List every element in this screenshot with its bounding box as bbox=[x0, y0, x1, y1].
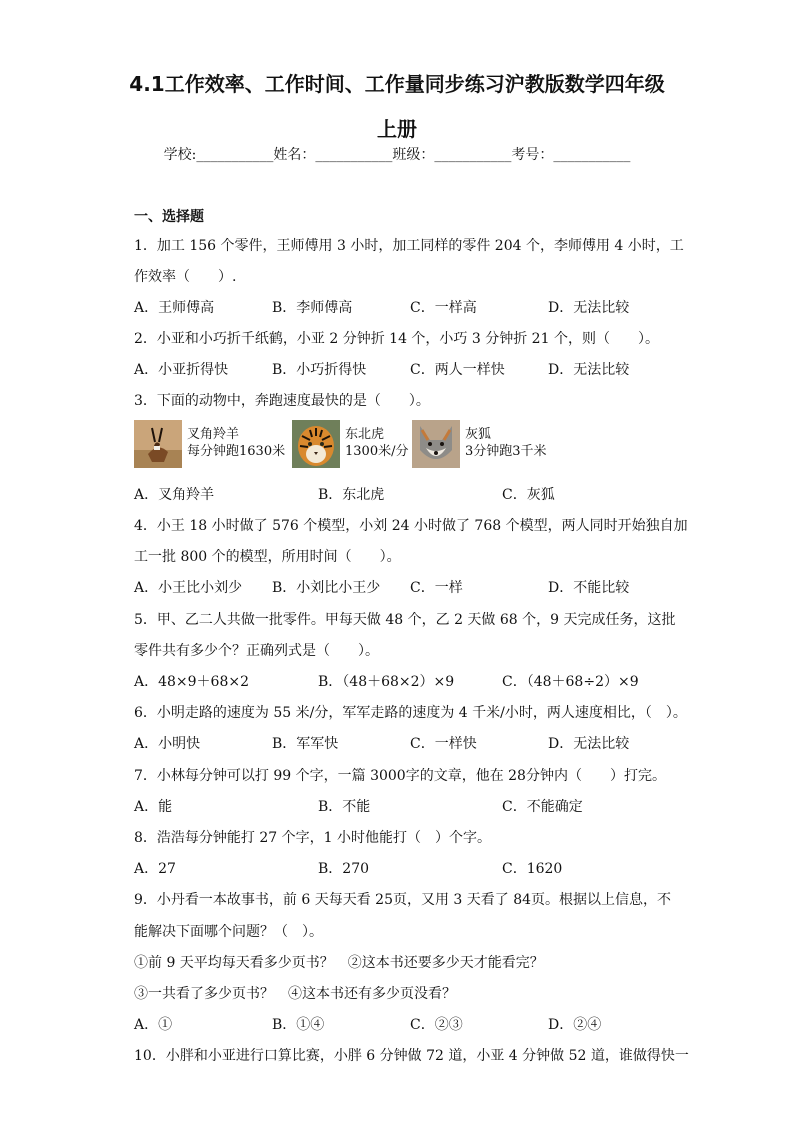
question-9-line-3: ①前 9 天平均每天看多少页书？ ②这本书还要多少天才能看完？ bbox=[134, 955, 544, 971]
question-5-line-1: 5．甲、乙二人共做一批零件。甲每天做 48 个，乙 2 天做 68 个，9 天完成任务，这批 bbox=[134, 612, 676, 628]
question-6-option-b[interactable]: B．军军快 bbox=[272, 736, 339, 752]
question-2-option-c[interactable]: C．两人一样快 bbox=[410, 362, 505, 378]
question-9-line-4: ③一共看了多少页书？ ④这本书还有多少页没看？ bbox=[134, 986, 456, 1002]
question-2-option-d[interactable]: D．无法比较 bbox=[548, 362, 630, 378]
question-7-line-1: 7．小林每分钟可以打 99 个字，一篇 3000字的文章，他在 28分钟内（ ）打完。 bbox=[134, 768, 666, 784]
fox-speed: 3分钟跑3千米 bbox=[465, 444, 547, 459]
question-8-option-b[interactable]: B．270 bbox=[318, 861, 370, 877]
question-4-option-b[interactable]: B．小刘比小王少 bbox=[272, 580, 381, 596]
question-4-option-a[interactable]: A．小王比小刘少 bbox=[134, 580, 243, 596]
question-9-option-a[interactable]: A．① bbox=[134, 1017, 173, 1033]
question-1-option-b[interactable]: B．李师傅高 bbox=[272, 300, 353, 316]
question-6-option-d[interactable]: D．无法比较 bbox=[548, 736, 630, 752]
document-title-line-1: 4.1工作效率、工作时间、工作量同步练习沪教版数学四年级 bbox=[129, 72, 665, 96]
question-5-line-2: 零件共有多少个？正确列式是（ ）。 bbox=[134, 643, 379, 659]
question-8-option-c[interactable]: C．1620 bbox=[502, 861, 563, 877]
question-2-option-a[interactable]: A．小亚折得快 bbox=[134, 362, 229, 378]
student-info-text: 学校:___________姓名：___________班级：___________考号：___________ bbox=[163, 147, 631, 163]
question-3-option-a[interactable]: A．叉角羚羊 bbox=[134, 487, 215, 503]
student-info-line bbox=[0, 144, 794, 164]
question-2-line-1: 2．小亚和小巧折千纸鹤，小亚 2 分钟折 14 个，小巧 3 分钟折 21 个，则（ ）。 bbox=[134, 331, 659, 347]
question-2-option-b[interactable]: B．小巧折得快 bbox=[272, 362, 367, 378]
question-6-line-1: 6．小明走路的速度为 55 米/分，军军走路的速度为 4 千米/小时，两人速度相比，（ ）。 bbox=[134, 705, 687, 721]
tiger-photo bbox=[292, 420, 340, 468]
question-9-option-b[interactable]: B．①④ bbox=[272, 1017, 325, 1033]
question-9-option-d[interactable]: D．②④ bbox=[548, 1017, 602, 1033]
antelope-speed: 每分钟跑1630米 bbox=[187, 444, 286, 459]
question-9-option-c[interactable]: C．②③ bbox=[410, 1017, 463, 1033]
antelope-photo bbox=[134, 420, 182, 468]
fox-photo bbox=[412, 420, 460, 468]
question-9-line-1: 9．小丹看一本故事书，前 6 天每天看 25页，又用 3 天看了 84页。根据以上信息，不 bbox=[134, 892, 672, 908]
antelope-label bbox=[187, 426, 285, 460]
question-1-option-a[interactable]: A．王师傅高 bbox=[134, 300, 215, 316]
question-1-option-c[interactable]: C．一样高 bbox=[410, 300, 477, 316]
question-4-option-d[interactable]: D．不能比较 bbox=[548, 580, 630, 596]
document-title-line-2: 上册 bbox=[377, 117, 417, 141]
question-5-option-a[interactable]: A．48×9＋68×2 bbox=[134, 674, 250, 690]
question-7-option-c[interactable]: C．不能确定 bbox=[502, 799, 583, 815]
question-4-line-2: 工一批 800 个的模型，所用时间（ ）。 bbox=[134, 549, 401, 565]
question-7-option-b[interactable]: B．不能 bbox=[318, 799, 371, 815]
question-1-option-d[interactable]: D．无法比较 bbox=[548, 300, 630, 316]
question-9-line-2: 能解决下面哪个问题？（ ）。 bbox=[134, 924, 323, 940]
tiger-speed: 1300米/分 bbox=[345, 444, 409, 459]
question-8-option-a[interactable]: A．27 bbox=[134, 861, 176, 877]
question-10-line-1: 10．小胖和小亚进行口算比赛，小胖 6 分钟做 72 道，小亚 4 分钟做 52 道，谁做得快一 bbox=[134, 1048, 689, 1064]
question-5-option-c[interactable]: C．（48＋68÷2）×9 bbox=[502, 674, 639, 690]
question-7-option-a[interactable]: A．能 bbox=[134, 799, 173, 815]
question-3-option-c[interactable]: C．灰狐 bbox=[502, 487, 555, 503]
question-1-line-2: 作效率（ ）. bbox=[134, 269, 237, 285]
tiger-label bbox=[345, 426, 408, 460]
question-5-option-b[interactable]: B．（48＋68×2）×9 bbox=[318, 674, 455, 690]
antelope-name: 叉角羚羊 bbox=[187, 427, 240, 442]
question-3-line-1: 3．下面的动物中，奔跑速度最快的是（ ）。 bbox=[134, 393, 430, 409]
section-heading: 一、选择题 bbox=[134, 209, 204, 225]
question-6-option-a[interactable]: A．小明快 bbox=[134, 736, 201, 752]
question-8-line-1: 8．浩浩每分钟能打 27 个字，1 小时他能打（ ）个字。 bbox=[134, 830, 491, 846]
fox-label bbox=[465, 426, 547, 460]
question-1-line-1: 1．加工 156 个零件，王师傅用 3 小时，加工同样的零件 204 个，李师傅用 4 小时，工 bbox=[134, 238, 684, 254]
question-4-line-1: 4．小王 18 小时做了 576 个模型，小刘 24 小时做了 768 个模型，两人同时开始独自加 bbox=[134, 518, 688, 534]
tiger-name: 东北虎 bbox=[345, 427, 385, 442]
fox-name: 灰狐 bbox=[465, 427, 492, 442]
question-3-option-b[interactable]: B．东北虎 bbox=[318, 487, 385, 503]
question-4-option-c[interactable]: C．一样 bbox=[410, 580, 463, 596]
question-6-option-c[interactable]: C．一样快 bbox=[410, 736, 477, 752]
